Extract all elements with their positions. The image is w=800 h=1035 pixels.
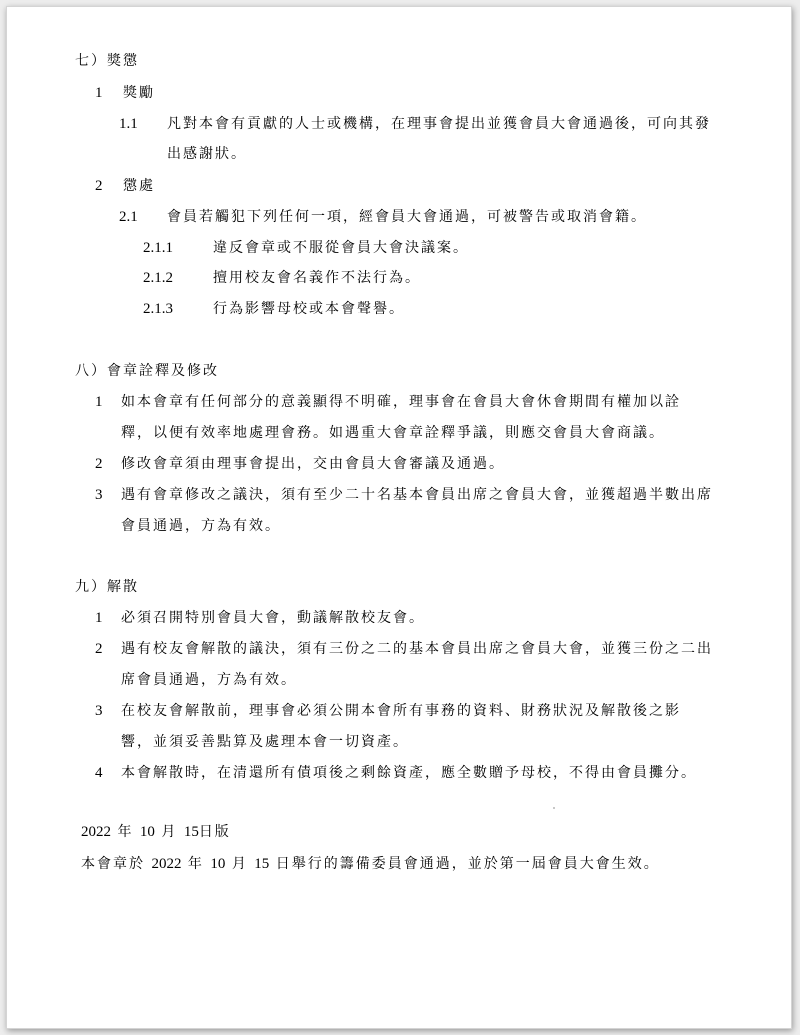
section-9-item-1-number: 1: [95, 610, 103, 626]
section-8-item-1-text-cont: 釋，以便有效率地處理會務。如遇重大會章詮釋爭議，則應交會員大會商議。: [121, 425, 665, 441]
section-9-item-4-text: 本會解散時，在清還所有債項後之剩餘資產，應全數贈予母校，不得由會員攤分。: [121, 765, 697, 781]
penalty-title: 懲處: [123, 178, 155, 194]
section-8-item-3-text: 遇有會章修改之議決，須有至少二十名基本會員出席之會員大會，並獲超過半數出席: [121, 487, 713, 503]
reward-number: 1: [95, 85, 103, 101]
clause-2-1-1-text: 違反會章或不服從會員大會決議案。: [213, 240, 469, 256]
version-line: [81, 822, 231, 842]
clause-2-1-number: 2.1: [119, 209, 138, 225]
clause-1-1-text: 凡對本會有貢獻的人士或機構，在理事會提出並獲會員大會通過後，可向其發: [167, 116, 711, 132]
penalty-number: 2: [95, 178, 103, 194]
reward-title: 獎勵: [123, 85, 155, 101]
section-9-item-3-text-cont: 響，並須妥善點算及處理本會一切資產。: [121, 734, 409, 750]
section-8-item-1-number: 1: [95, 394, 103, 410]
clause-2-1-text: 會員若觸犯下列任何一項，經會員大會通過，可被警告或取消會籍。: [167, 209, 647, 225]
section-9-item-2-text-cont: 席會員通過，方為有效。: [121, 672, 297, 688]
clause-1-1-text-cont: 出感謝狀。: [167, 146, 247, 162]
section-8-item-2-text: 修改會章須由理事會提出，交由會員大會審議及通過。: [121, 456, 505, 472]
effective-suffix: 日舉行的籌備委員會通過，並於第一屆會員大會生效。: [275, 856, 660, 872]
section-8-heading: 八）會章詮釋及修改: [75, 363, 219, 379]
version-month-char: 月: [161, 824, 178, 840]
section-8-item-3-number: 3: [95, 487, 103, 503]
section-8-item-1-text: 如本會章有任何部分的意義顯得不明確，理事會在會員大會休會期間有權加以詮: [121, 394, 681, 410]
section-9-heading: 九）解散: [75, 579, 139, 595]
section-7-heading: 七）獎懲: [75, 53, 139, 69]
section-9-item-4-number: 4: [95, 765, 103, 781]
effective-day: 15: [254, 856, 270, 872]
section-9-item-3-text: 在校友會解散前，理事會必須公開本會所有事務的資料、財務狀況及解散後之影: [121, 703, 681, 719]
clause-2-1-2-number: 2.1.2: [143, 270, 173, 286]
section-9-item-2-text: 遇有校友會解散的議決，須有三份之二的基本會員出席之會員大會，並獲三份之二出: [121, 641, 713, 657]
clause-2-1-2-text: 擅用校友會名義作不法行為。: [213, 270, 421, 286]
section-8-item-3-text-cont: 會員通過，方為有效。: [121, 518, 281, 534]
effective-month: 10: [210, 856, 226, 872]
clause-2-1-3-number: 2.1.3: [143, 301, 173, 317]
version-day: 15: [183, 824, 199, 840]
clause-1-1-number: 1.1: [119, 116, 138, 132]
clause-2-1-1-number: 2.1.1: [143, 240, 173, 256]
version-month: 10: [139, 824, 155, 840]
section-9-item-2-number: 2: [95, 641, 103, 657]
effective-line: [81, 854, 660, 874]
version-year: 2022: [81, 824, 111, 840]
effective-prefix: 本會章於: [81, 856, 145, 872]
section-9-item-1-text: 必須召開特別會員大會，動議解散校友會。: [121, 610, 425, 626]
section-8-item-2-number: 2: [95, 456, 103, 472]
effective-year: 2022: [151, 856, 182, 872]
speck-mark: [553, 807, 555, 809]
clause-2-1-3-text: 行為影響母校或本會聲譽。: [213, 301, 405, 317]
version-year-char: 年: [117, 824, 134, 840]
version-suffix: 日版: [198, 824, 231, 840]
effective-month-char: 月: [231, 856, 248, 872]
document-page: [6, 6, 792, 1029]
section-9-item-3-number: 3: [95, 703, 103, 719]
effective-year-char: 年: [187, 856, 204, 872]
